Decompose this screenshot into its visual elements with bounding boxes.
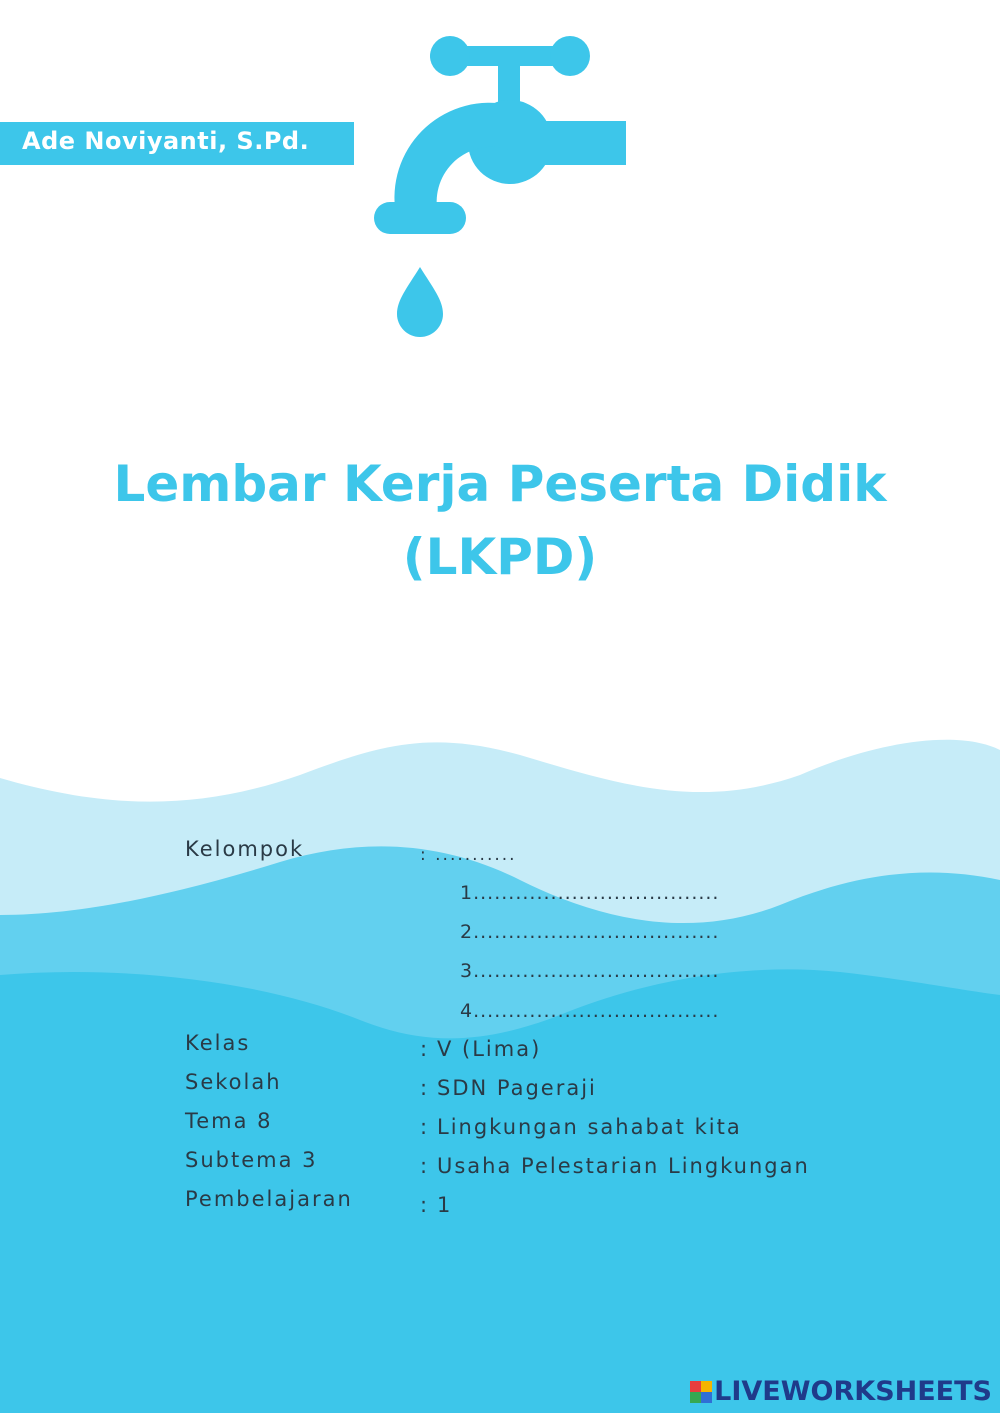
tema-label: Tema 8 bbox=[185, 1109, 273, 1133]
author-banner bbox=[0, 122, 354, 165]
sekolah-value: SDN Pageraji bbox=[437, 1076, 597, 1100]
subtema-colon: : bbox=[420, 1154, 430, 1178]
member-line-1[interactable]: 1................................... bbox=[460, 882, 720, 904]
faucet-icon bbox=[360, 30, 640, 350]
liveworksheets-logo bbox=[690, 1376, 992, 1407]
watermark-text: LIVEWORKSHEETS bbox=[714, 1376, 992, 1407]
kelompok-value[interactable]: : ........... bbox=[420, 845, 517, 865]
wave-background bbox=[0, 730, 1000, 1413]
member-line-4[interactable]: 4................................... bbox=[460, 1000, 720, 1022]
tema-colon: : bbox=[420, 1115, 430, 1139]
kelas-label: Kelas bbox=[185, 1031, 251, 1055]
sekolah-label: Sekolah bbox=[185, 1070, 282, 1094]
author-name: Ade Noviyanti, S.Pd. bbox=[22, 127, 310, 155]
member-line-2[interactable]: 2................................... bbox=[460, 921, 720, 943]
kelas-value: V (Lima) bbox=[437, 1037, 542, 1061]
member-line-3[interactable]: 3................................... bbox=[460, 960, 720, 982]
pembelajaran-label: Pembelajaran bbox=[185, 1187, 353, 1211]
kelas-colon: : bbox=[420, 1037, 430, 1061]
subtema-value: Usaha Pelestarian Lingkungan bbox=[437, 1154, 810, 1178]
pembelajaran-value: 1 bbox=[437, 1193, 453, 1217]
water-drop-icon bbox=[397, 267, 443, 337]
title-line-2: (LKPD) bbox=[402, 528, 598, 586]
tema-value: Lingkungan sahabat kita bbox=[437, 1115, 742, 1139]
kelompok-label: Kelompok bbox=[185, 837, 305, 861]
sekolah-colon: : bbox=[420, 1076, 430, 1100]
liveworksheets-badge-icon bbox=[690, 1381, 712, 1403]
title-line-1: Lembar Kerja Peserta Didik bbox=[113, 455, 887, 513]
pembelajaran-colon: : bbox=[420, 1193, 430, 1217]
subtema-label: Subtema 3 bbox=[185, 1148, 318, 1172]
